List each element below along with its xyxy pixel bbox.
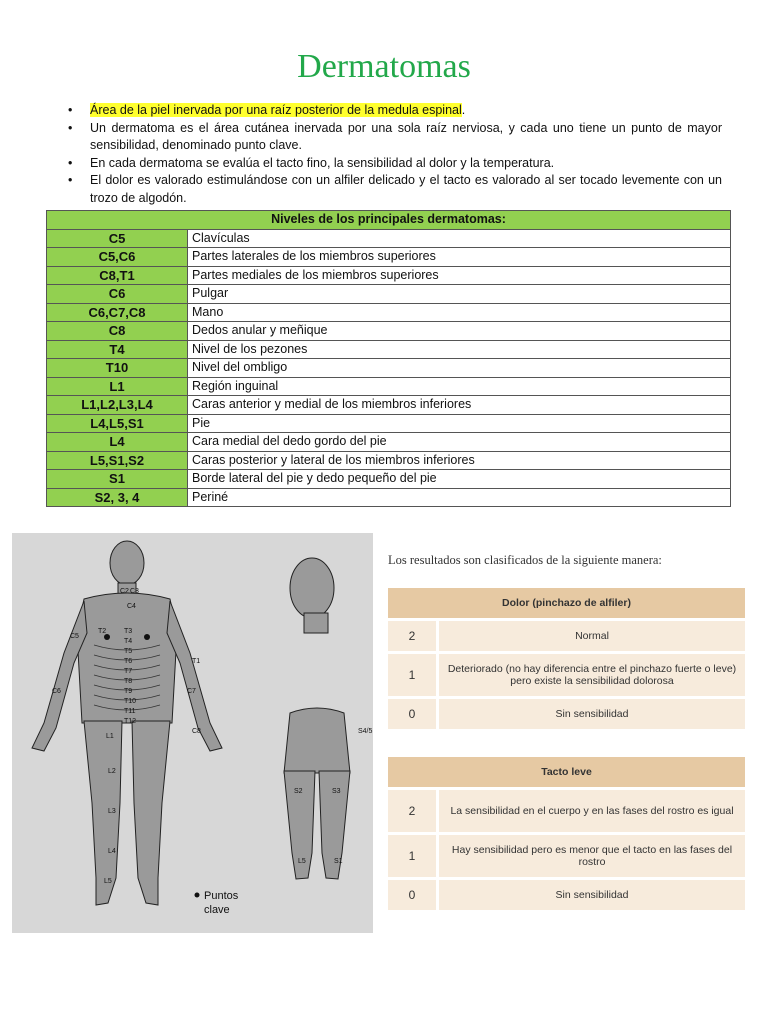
front-left-leg bbox=[84, 721, 122, 905]
level-cell: L5,S1,S2 bbox=[47, 451, 188, 470]
area-cell: Pie bbox=[188, 414, 731, 433]
area-cell: Cara medial del dedo gordo del pie bbox=[188, 433, 731, 452]
table-row bbox=[47, 451, 731, 470]
dermatome-body-figure bbox=[12, 533, 373, 933]
table-row bbox=[47, 285, 731, 304]
area-cell: Mano bbox=[188, 303, 731, 322]
table-row bbox=[47, 396, 731, 415]
bullet-item: • El dolor es valorado estimulándose con un alfiler delicado y el tacto es valorado al ser tocado levemente con un trozo de algodón. bbox=[68, 172, 722, 207]
dermatome-label: L5 bbox=[104, 878, 112, 885]
dermatome-label: L3 bbox=[108, 808, 116, 815]
back-pelvis bbox=[284, 708, 350, 773]
area-cell: Nivel de los pezones bbox=[188, 340, 731, 359]
dermatome-label: T3 bbox=[124, 628, 133, 635]
touch-table-header: Tacto leve bbox=[388, 757, 745, 787]
front-head bbox=[110, 541, 144, 585]
table-row bbox=[47, 433, 731, 452]
level-cell: L4 bbox=[47, 433, 188, 452]
legend-line-2: clave bbox=[204, 904, 230, 916]
dermatome-label: T10 bbox=[124, 698, 137, 705]
table-row bbox=[47, 359, 731, 378]
area-cell: Dedos anular y meñique bbox=[188, 322, 731, 341]
table-row: 1 Deteriorado (no hay diferencia entre el pinchazo fuerte o leve) pero existe la sensibilidad dolorosa bbox=[388, 654, 745, 696]
table-row: 2 La sensibilidad en el cuerpo y en las fases del rostro es igual bbox=[388, 790, 745, 832]
pain-table-header: Dolor (pinchazo de alfiler) bbox=[388, 588, 745, 618]
area-cell: Pulgar bbox=[188, 285, 731, 304]
bullet-item: • Un dermatoma es el área cutánea inervada por una sola raíz nerviosa, y cada uno tiene un punto de mayor sensibilidad, denominado punto clave. bbox=[68, 120, 722, 155]
level-cell: T10 bbox=[47, 359, 188, 378]
front-left-arm bbox=[32, 601, 87, 751]
dermatome-label: C4 bbox=[127, 603, 136, 610]
dermatome-label: S4/5 bbox=[358, 728, 373, 735]
area-cell: Región inguinal bbox=[188, 377, 731, 396]
bullet-item: • En cada dermatoma se evalúa el tacto fino, la sensibilidad al dolor y la temperatura. bbox=[68, 155, 722, 173]
dermatome-label: L2 bbox=[108, 768, 116, 775]
table-row: 1 Hay sensibilidad pero es menor que el tacto en las fases del rostro bbox=[388, 835, 745, 877]
table-row: 2 Normal bbox=[388, 621, 745, 651]
dermatome-label: T5 bbox=[124, 648, 133, 655]
dermatome-label: C8 bbox=[192, 728, 201, 735]
legend-line-1: Puntos bbox=[204, 890, 239, 902]
level-cell: C8,T1 bbox=[47, 266, 188, 285]
bullet-item: • Área de la piel inervada por una raíz posterior de la medula espinal. bbox=[68, 102, 722, 120]
area-cell: Caras anterior y medial de los miembros inferiores bbox=[188, 396, 731, 415]
dermatome-label: C3 bbox=[130, 588, 139, 595]
dermatome-label: T11 bbox=[124, 708, 136, 715]
dermatome-label: T9 bbox=[124, 688, 133, 695]
level-cell: C5,C6 bbox=[47, 248, 188, 267]
dermatome-label: L1 bbox=[106, 733, 114, 740]
dermatome-label: T2 bbox=[98, 628, 107, 635]
table-row bbox=[47, 470, 731, 489]
dermatome-label: T4 bbox=[124, 638, 133, 645]
level-cell: T4 bbox=[47, 340, 188, 359]
table-row bbox=[47, 322, 731, 341]
table-row bbox=[47, 266, 731, 285]
area-cell: Borde lateral del pie y dedo pequeño del pie bbox=[188, 470, 731, 489]
profile-head bbox=[290, 558, 334, 618]
bullet-list bbox=[68, 102, 722, 207]
dermatome-label: S2 bbox=[294, 788, 303, 795]
table-row bbox=[47, 377, 731, 396]
dermatome-label: C2 bbox=[120, 588, 129, 595]
table-row: 0 Sin sensibilidad bbox=[388, 699, 745, 729]
dermatome-label: C5 bbox=[70, 633, 79, 640]
area-cell: Periné bbox=[188, 488, 731, 507]
dermatome-label: T1 bbox=[192, 658, 201, 665]
dermatome-label: T7 bbox=[124, 668, 133, 675]
area-cell: Clavículas bbox=[188, 229, 731, 248]
area-cell: Caras posterior y lateral de los miembros inferiores bbox=[188, 451, 731, 470]
table-row bbox=[47, 488, 731, 507]
touch-table bbox=[388, 754, 745, 913]
dermatome-label: C6 bbox=[52, 688, 61, 695]
dermatome-label: T12 bbox=[124, 718, 137, 725]
table-header: Niveles de los principales dermatomas: bbox=[47, 211, 731, 230]
level-cell: C6,C7,C8 bbox=[47, 303, 188, 322]
body-diagram bbox=[12, 533, 373, 933]
dermatome-label: L5 bbox=[298, 858, 306, 865]
results-intro: Los resultados son clasificados de la siguiente manera: bbox=[388, 553, 662, 567]
level-cell: S1 bbox=[47, 470, 188, 489]
level-cell: L1 bbox=[47, 377, 188, 396]
level-cell: C8 bbox=[47, 322, 188, 341]
front-right-leg bbox=[132, 721, 170, 905]
table-row bbox=[47, 229, 731, 248]
table-row bbox=[47, 414, 731, 433]
area-cell: Partes mediales de los miembros superiores bbox=[188, 266, 731, 285]
profile-neck bbox=[304, 613, 328, 633]
dermatome-label: S1 bbox=[334, 858, 343, 865]
highlighted-text: Área de la piel inervada por una raíz posterior de la medula espinal bbox=[90, 103, 462, 117]
table-row: 0 Sin sensibilidad bbox=[388, 880, 745, 910]
dermatome-label: L4 bbox=[108, 848, 116, 855]
table-row bbox=[47, 303, 731, 322]
dermatome-levels-table bbox=[46, 210, 731, 507]
page-title: Dermatomas bbox=[297, 48, 471, 85]
dermatome-label: C7 bbox=[187, 688, 196, 695]
dermatome-label: T8 bbox=[124, 678, 133, 685]
area-cell: Partes laterales de los miembros superiores bbox=[188, 248, 731, 267]
table-row bbox=[47, 340, 731, 359]
level-cell: C6 bbox=[47, 285, 188, 304]
table-row bbox=[47, 248, 731, 267]
dermatome-label: T6 bbox=[124, 658, 133, 665]
dermatome-label: S3 bbox=[332, 788, 341, 795]
area-cell: Nivel del ombligo bbox=[188, 359, 731, 378]
legend-dot bbox=[195, 893, 200, 898]
level-cell: L4,L5,S1 bbox=[47, 414, 188, 433]
level-cell: S2, 3, 4 bbox=[47, 488, 188, 507]
level-cell: L1,L2,L3,L4 bbox=[47, 396, 188, 415]
pain-table bbox=[388, 585, 745, 732]
level-cell: C5 bbox=[47, 229, 188, 248]
results-panel bbox=[388, 553, 745, 913]
